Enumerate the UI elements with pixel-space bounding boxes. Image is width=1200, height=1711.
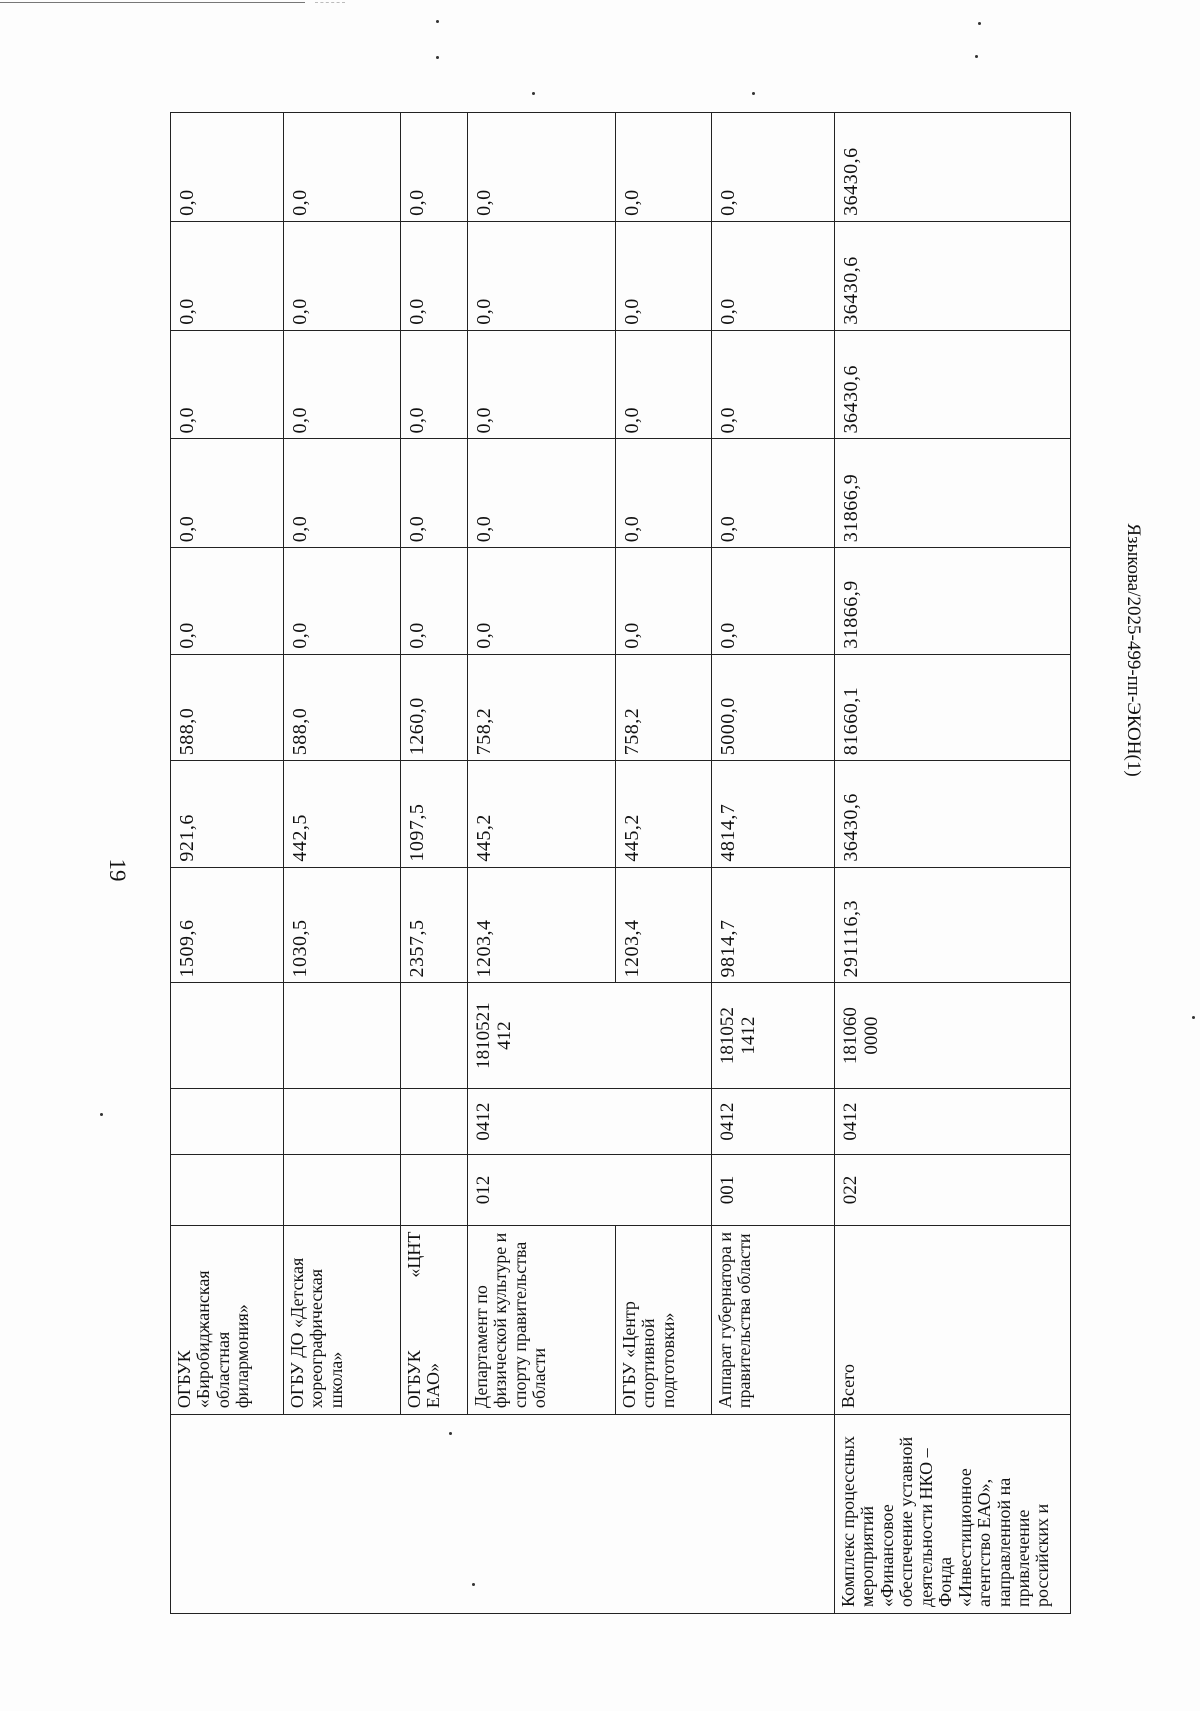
scan-speck (752, 92, 755, 95)
csr-cell (401, 983, 468, 1088)
value-cell: 0,0 (712, 221, 835, 330)
value-cell: 36430,6 (835, 113, 1071, 222)
value-cell: 0,0 (401, 113, 468, 222)
grbs-cell: 001 (712, 1155, 835, 1225)
rz-cell: 0412 (712, 1088, 835, 1155)
value-cell: 1030,5 (284, 867, 401, 983)
csr-cell: 1810521 412 (468, 983, 712, 1088)
expenditure-table (170, 112, 1071, 1614)
value-cell: 921,6 (171, 761, 284, 867)
table-row (468, 113, 616, 1614)
scan-speck (532, 92, 535, 95)
grbs-cell: 012 (468, 1155, 712, 1225)
scan-edge-line (0, 2, 305, 3)
scan-edge-dash (315, 2, 345, 3)
value-cell: 0,0 (712, 548, 835, 654)
scan-speck (100, 1113, 103, 1116)
grbs-cell (284, 1155, 401, 1225)
scan-speck (436, 56, 439, 59)
executor-text-line2: ЕАО» (423, 1363, 444, 1409)
value-cell: 0,0 (171, 221, 284, 330)
value-cell: 31866,9 (835, 439, 1071, 548)
csr-cell: 181060 0000 (835, 983, 1071, 1088)
csr-cell (284, 983, 401, 1088)
value-cell: 442,5 (284, 761, 401, 867)
value-cell: 0,0 (284, 221, 401, 330)
rz-cell (284, 1088, 401, 1155)
value-cell: 36430,6 (835, 330, 1071, 439)
value-cell: 0,0 (401, 548, 468, 654)
value-cell: 0,0 (284, 113, 401, 222)
value-cell: 0,0 (468, 548, 616, 654)
executor-cell: ОГБУ ДО «Детская хореографическая школа» (284, 1225, 401, 1415)
grbs-cell (171, 1155, 284, 1225)
value-cell: 5000,0 (712, 654, 835, 760)
scan-speck (1192, 1016, 1195, 1019)
executor-cell (401, 1225, 468, 1415)
csr-cell: 181052 1412 (712, 983, 835, 1088)
value-cell: 445,2 (616, 761, 712, 867)
executor-cell: Аппарат губернатора и правительства области (712, 1225, 835, 1415)
value-cell: 9814,7 (712, 867, 835, 983)
grbs-cell (401, 1155, 468, 1225)
value-cell: 0,0 (616, 113, 712, 222)
scan-speck (975, 55, 978, 58)
value-cell: 1203,4 (468, 867, 616, 983)
table-row (171, 113, 284, 1614)
rz-cell: 0412 (835, 1088, 1071, 1155)
value-cell: 0,0 (712, 113, 835, 222)
value-cell: 0,0 (712, 439, 835, 548)
program-description-cell: Комплекс процессных мероприятий «Финансовое обеспечение уставной деятельности НКО – Фонда «Инвестиционное агентство ЕАО», направленной на привлечение российских и (835, 1415, 1071, 1614)
executor-cell: Всего (835, 1225, 1071, 1415)
value-cell: 0,0 (468, 113, 616, 222)
table-row (284, 113, 401, 1614)
value-cell: 0,0 (171, 113, 284, 222)
value-cell: 0,0 (616, 548, 712, 654)
scan-speck (436, 20, 439, 23)
executor-cell: Департамент по физической культуре и спорту правительства области (468, 1225, 616, 1415)
value-cell: 0,0 (468, 439, 616, 548)
value-cell: 291116,3 (835, 867, 1071, 983)
table-row (835, 113, 1071, 1614)
rz-cell (401, 1088, 468, 1155)
executor-text-left: ОГБУК (404, 1350, 424, 1409)
value-cell: 0,0 (468, 221, 616, 330)
value-cell: 36430,6 (835, 761, 1071, 867)
value-cell: 81660,1 (835, 654, 1071, 760)
value-cell: 1097,5 (401, 761, 468, 867)
value-cell: 0,0 (284, 439, 401, 548)
rz-cell: 0412 (468, 1088, 712, 1155)
table-row (712, 113, 835, 1614)
rotated-table-container (170, 112, 1070, 1614)
footer-reference-text: Языкова/2025-499-пп-ЭКОН(1) (1123, 523, 1144, 777)
executor-text-right: «ЦНТ (404, 1231, 424, 1278)
value-cell: 0,0 (171, 330, 284, 439)
value-cell: 1509,6 (171, 867, 284, 983)
value-cell: 0,0 (401, 330, 468, 439)
value-cell: 1260,0 (401, 654, 468, 760)
value-cell: 1203,4 (616, 867, 712, 983)
value-cell: 2357,5 (401, 867, 468, 983)
executor-cell: ОГБУК «Биробиджанская областная филармония» (171, 1225, 284, 1415)
table-row (616, 113, 712, 1614)
scan-speck (978, 22, 981, 25)
value-cell: 0,0 (468, 330, 616, 439)
rz-cell (171, 1088, 284, 1155)
value-cell: 0,0 (171, 548, 284, 654)
value-cell: 758,2 (468, 654, 616, 760)
value-cell: 0,0 (616, 221, 712, 330)
value-cell: 445,2 (468, 761, 616, 867)
value-cell: 4814,7 (712, 761, 835, 867)
value-cell: 31866,9 (835, 548, 1071, 654)
grbs-cell: 022 (835, 1155, 1071, 1225)
csr-cell (171, 983, 284, 1088)
table-row (401, 113, 468, 1614)
value-cell: 0,0 (401, 221, 468, 330)
value-cell: 0,0 (712, 330, 835, 439)
value-cell: 0,0 (616, 330, 712, 439)
value-cell: 0,0 (284, 330, 401, 439)
program-cell (171, 1415, 835, 1614)
executor-cell: ОГБУ «Центр спортивной подготовки» (616, 1225, 712, 1415)
value-cell: 0,0 (616, 439, 712, 548)
value-cell: 0,0 (284, 548, 401, 654)
value-cell: 0,0 (171, 439, 284, 548)
value-cell: 588,0 (171, 654, 284, 760)
value-cell: 36430,6 (835, 221, 1071, 330)
value-cell: 588,0 (284, 654, 401, 760)
page-number: 19 (105, 858, 130, 882)
value-cell: 0,0 (401, 439, 468, 548)
value-cell: 758,2 (616, 654, 712, 760)
